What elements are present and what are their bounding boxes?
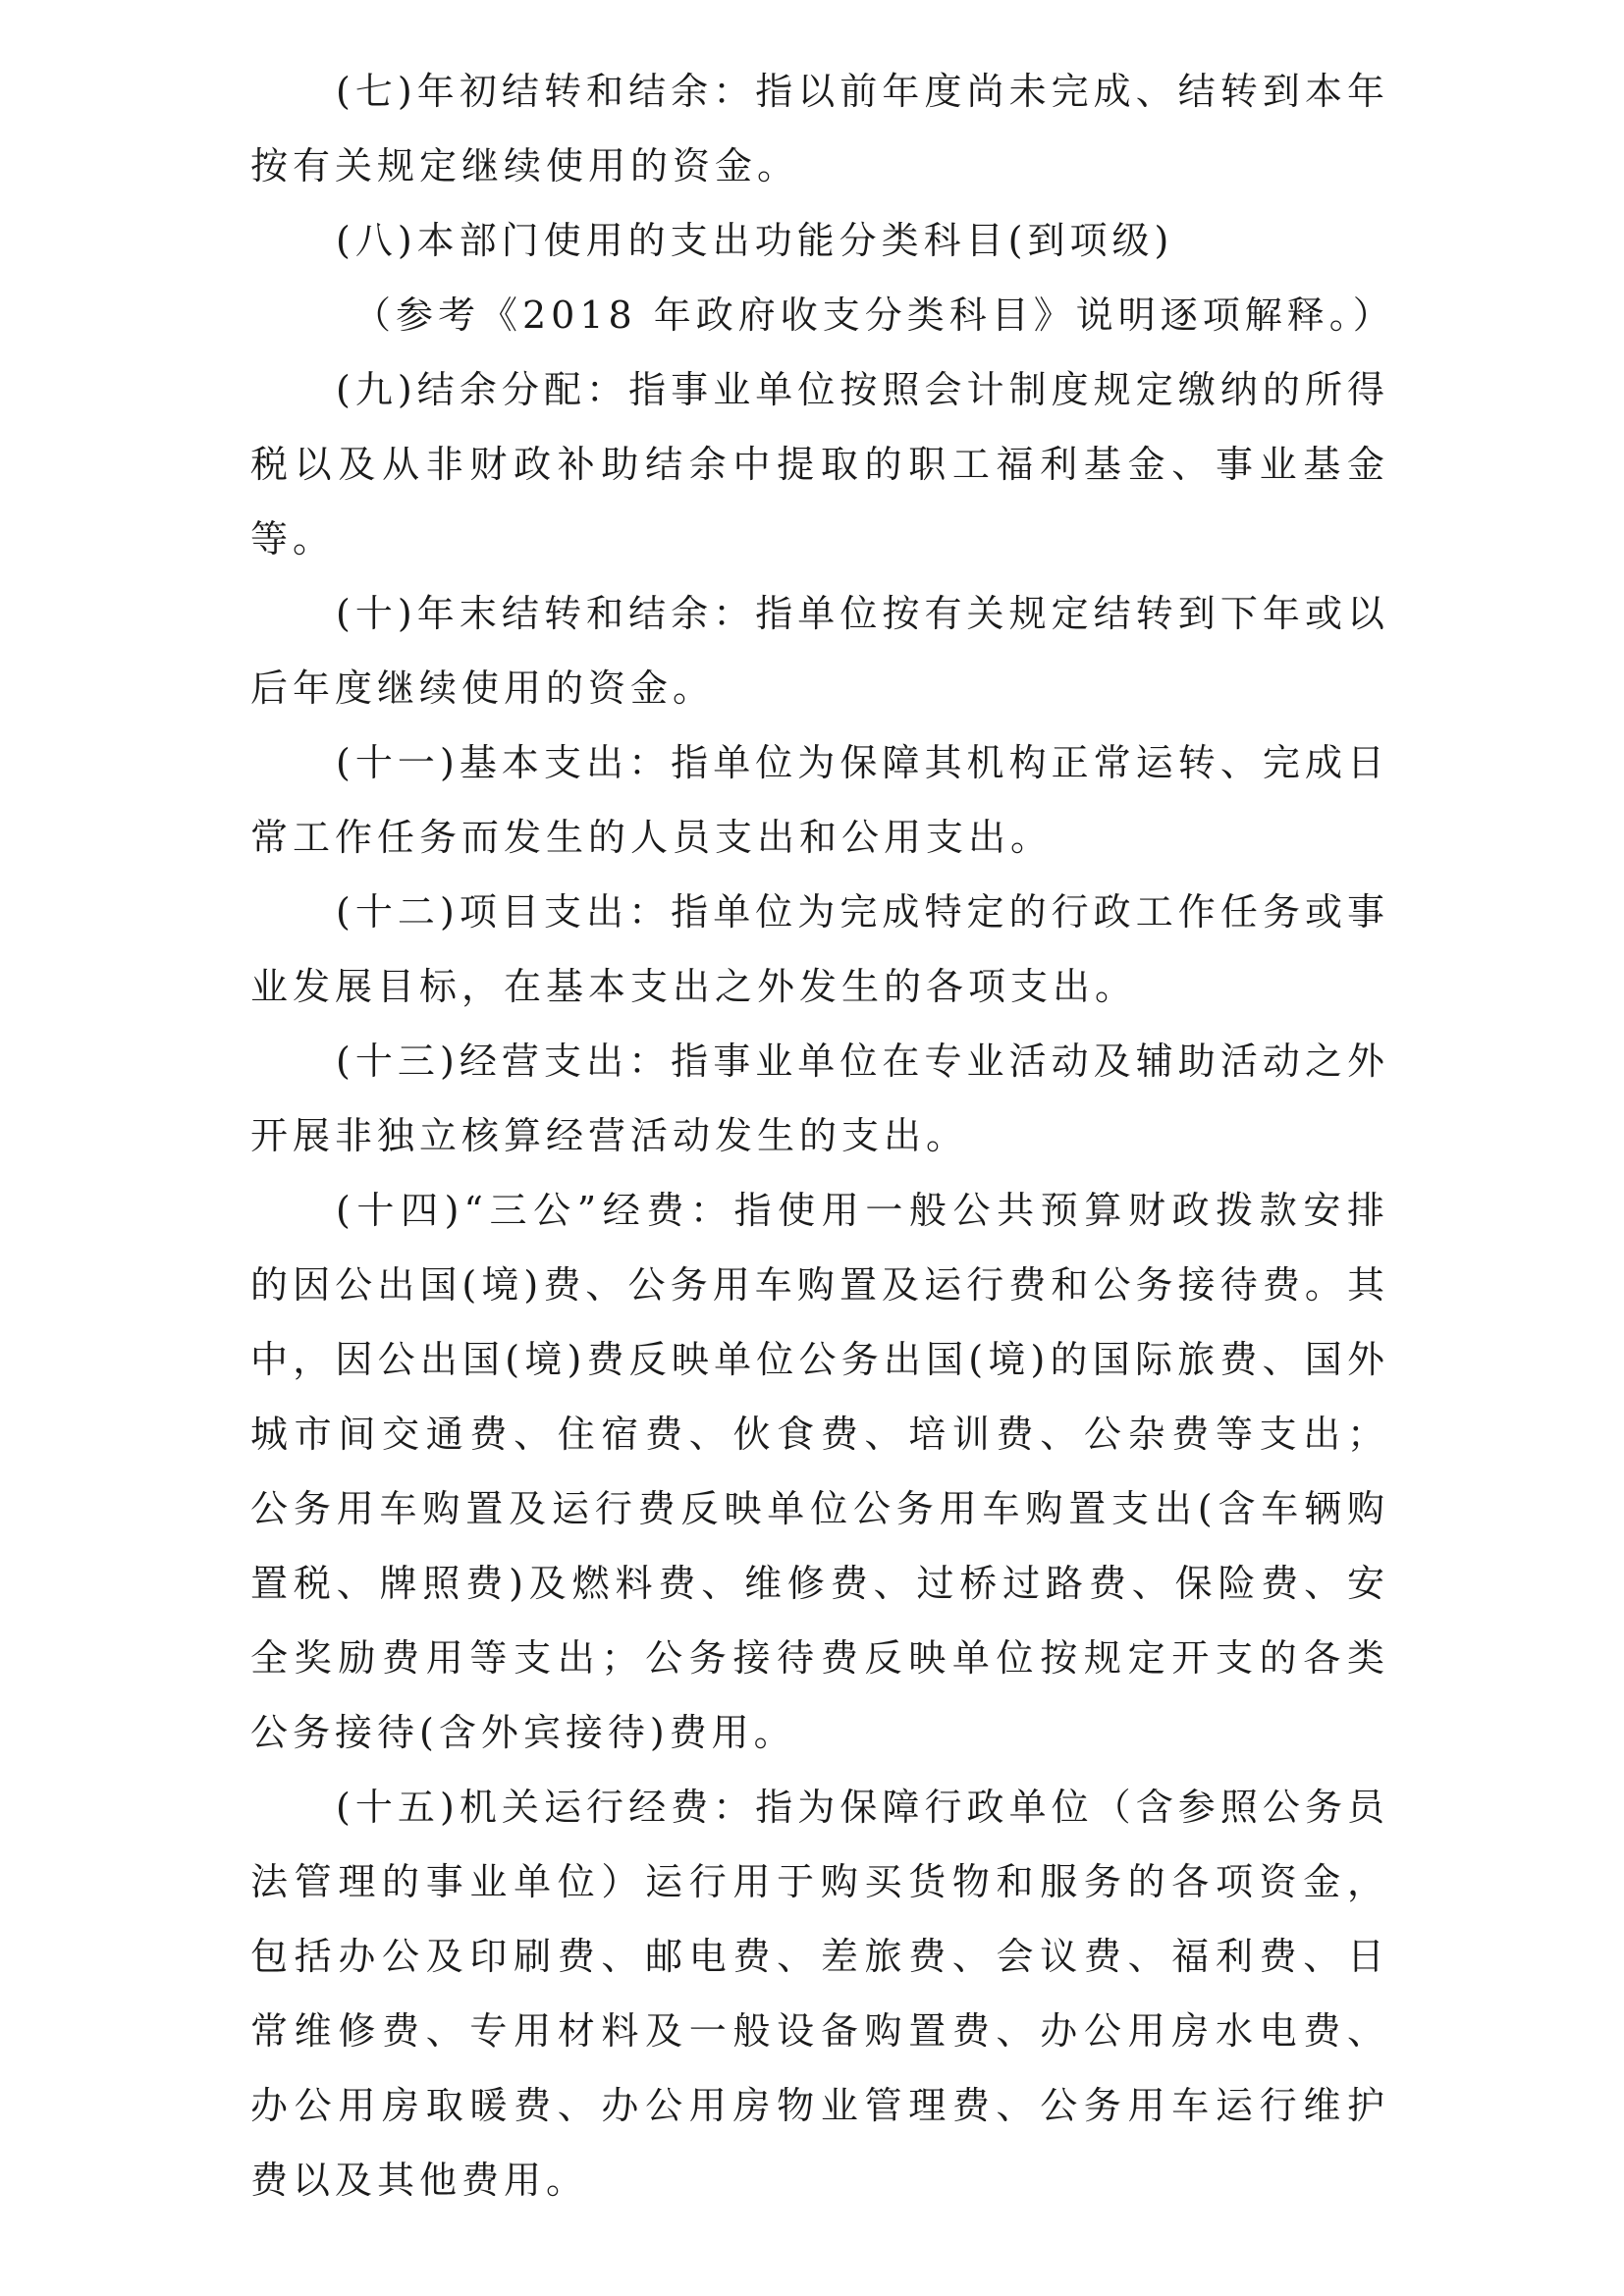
paragraph-three-public-expenses: (十四)“三公”经费：指使用一般公共预算财政拨款安排的因公出国(境)费、公务用车购置及运行费和公务接待费。其中，因公出国(境)费反映单位公务出国(境)的国际旅费、国外城市间交通费、住宿费、伙食费、培训费、公杂费等支出；公务用车购置及运行费反映单位公务用车购置支出(含车辆购置税、牌照费)及燃料费、维修费、过桥过路费、保险费、安全奖励费用等支出；公务接待费反映单位按规定开支的各类公务接待(含外宾接待)费用。 <box>250 1189 1389 1754</box>
paragraph-basic-expenditure: (十一)基本支出：指单位为保障其机构正常运转、完成日常工作任务而发生的人员支出和公用支出。 <box>250 741 1389 859</box>
paragraph-agency-operating-funds: (十五)机关运行经费：指为保障行政单位（含参照公务员法管理的事业单位）运行用于购买货物和服务的各项资金，包括办公及印刷费、邮电费、差旅费、会议费、福利费、日常维修费、专用材料及一般设备购置费、办公用房水电费、办公用房取暖费、办公用房物业管理费、公务用车运行维护费以及其他费用。 <box>250 1786 1389 2202</box>
paragraph-operating-expenditure: (十三)经营支出：指事业单位在专业活动及辅助活动之外开展非独立核算经营活动发生的支出。 <box>250 1040 1389 1157</box>
paragraph-surplus-distribution: (九)结余分配：指事业单位按照会计制度规定缴纳的所得税以及从非财政补助结余中提取的职工福利基金、事业基金等。 <box>250 368 1389 561</box>
paragraph-carryover-start-of-year: (七)年初结转和结余：指以前年度尚未完成、结转到本年按有关规定继续使用的资金。 <box>250 70 1389 187</box>
paragraph-function-classification: (八)本部门使用的支出功能分类科目(到项级) <box>336 219 1174 262</box>
document-body <box>250 54 1395 2217</box>
paragraph-reference-note: （参考《2018 年政府收支分类科目》说明逐项解释。） <box>353 294 1395 337</box>
paragraph-project-expenditure: (十二)项目支出：指单位为完成特定的行政工作任务或事业发展目标，在基本支出之外发生的各项支出。 <box>250 890 1389 1008</box>
paragraph-carryover-end-of-year: (十)年末结转和结余：指单位按有关规定结转到下年或以后年度继续使用的资金。 <box>250 592 1389 710</box>
